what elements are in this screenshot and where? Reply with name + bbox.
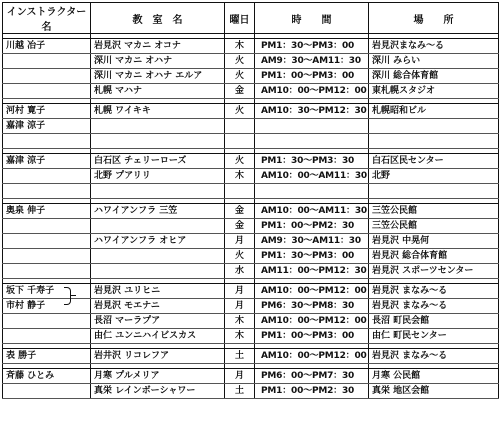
place-cell: 北野: [369, 169, 499, 184]
class-name-cell: 札幌 ワイキキ: [91, 104, 225, 119]
header-row: [3, 3, 499, 34]
day-cell: [225, 184, 255, 199]
instructor-cell: 嘉津 涼子: [3, 119, 91, 134]
instructor-cell: 斉藤 ひとみ: [3, 369, 91, 384]
schedule-row: [3, 349, 499, 364]
place-cell: 岩見沢 まなみ～る: [369, 299, 499, 314]
day-cell: 水: [225, 264, 255, 279]
schedule-row: [3, 84, 499, 99]
class-name-cell: 深川 マカニ オハナ エルア: [91, 69, 225, 84]
time-cell: PM6：30～PM8：30: [255, 299, 369, 314]
place-cell: 深川 みらい: [369, 54, 499, 69]
day-cell: 火: [225, 154, 255, 169]
instructor-cell: [3, 134, 91, 149]
time-cell: PM1：00～PM2：30: [255, 384, 369, 399]
day-cell: 火: [225, 69, 255, 84]
instructor-cell: [3, 249, 91, 264]
day-cell: [225, 134, 255, 149]
place-cell: 岩見沢 まなみ～る: [369, 284, 499, 299]
place-cell: 岩見沢 総合体育館: [369, 249, 499, 264]
schedule-row: [3, 234, 499, 249]
instructor-cell: 嘉津 涼子: [3, 154, 91, 169]
class-name-cell: [91, 249, 225, 264]
instructor-cell: 河村 寛子: [3, 104, 91, 119]
place-cell: 岩見沢まなみ～る: [369, 39, 499, 54]
class-name-cell: [91, 219, 225, 234]
time-cell: AM10：00～AM11：30: [255, 169, 369, 184]
schedule-row: [3, 134, 499, 149]
schedule-row: [3, 169, 499, 184]
schedule-row: [3, 119, 499, 134]
time-cell: AM10：00～PM12：00: [255, 84, 369, 99]
time-cell: PM1：30～PM3：30: [255, 154, 369, 169]
place-cell: 深川 総合体育館: [369, 69, 499, 84]
day-cell: 木: [225, 169, 255, 184]
schedule-row: [3, 314, 499, 329]
instructor-cell: [3, 69, 91, 84]
class-name-cell: 由仁 ユンニハイビスカス: [91, 329, 225, 344]
class-name-cell: 岩見沢 マカニ オコナ: [91, 39, 225, 54]
schedule-row: [3, 384, 499, 399]
day-cell: 金: [225, 204, 255, 219]
day-cell: 月: [225, 284, 255, 299]
time-cell: PM1：00～PM3：00: [255, 69, 369, 84]
class-name-cell: 岩見沢 モエナニ: [91, 299, 225, 314]
day-cell: 木: [225, 39, 255, 54]
time-cell: AM10：00～AM11：30: [255, 204, 369, 219]
day-cell: 火: [225, 54, 255, 69]
instructor-cell: 川越 冶子: [3, 39, 91, 54]
time-cell: PM1：30～PM3：00: [255, 249, 369, 264]
header-day: 曜日: [225, 3, 255, 34]
day-cell: 木: [225, 314, 255, 329]
place-cell: 月寒 公民館: [369, 369, 499, 384]
day-cell: 木: [225, 329, 255, 344]
instructor-cell: [3, 314, 91, 329]
instructor-cell: 表 勝子: [3, 349, 91, 364]
class-name-cell: 真栄 レインボーシャワー: [91, 384, 225, 399]
instructor-cell: 奥泉 伸子: [3, 204, 91, 219]
header-place: 場 所: [369, 3, 499, 34]
place-cell: [369, 134, 499, 149]
class-name-cell: 札幌 マハナ: [91, 84, 225, 99]
instructor-cell: [3, 264, 91, 279]
time-cell: PM1：00～PM2：30: [255, 219, 369, 234]
day-cell: [225, 119, 255, 134]
class-name-cell: ハワイアンフラ オヒア: [91, 234, 225, 249]
schedule-row: [3, 104, 499, 119]
time-cell: [255, 119, 369, 134]
day-cell: 金: [225, 219, 255, 234]
day-cell: 火: [225, 104, 255, 119]
instructor-cell: [3, 384, 91, 399]
schedule-row: [3, 39, 499, 54]
day-cell: 月: [225, 299, 255, 314]
instructor-cell: [3, 84, 91, 99]
instructor-cell: [3, 219, 91, 234]
time-cell: AM9：30～AM11：30: [255, 234, 369, 249]
class-name-cell: 岩見沢 ユリヒニ: [91, 284, 225, 299]
class-name-cell: ハワイアンフラ 三笠: [91, 204, 225, 219]
instructor-cell: [3, 54, 91, 69]
time-cell: AM11：00～PM12：30: [255, 264, 369, 279]
schedule-row: [3, 219, 499, 234]
time-cell: PM1：30～PM3：00: [255, 39, 369, 54]
schedule-row: [3, 184, 499, 199]
schedule-row: [3, 69, 499, 84]
schedule-row: [3, 299, 499, 314]
schedule-row: [3, 369, 499, 384]
time-cell: AM10：00～PM12：00: [255, 349, 369, 364]
day-cell: 土: [225, 349, 255, 364]
schedule-sheet: [2, 2, 498, 399]
class-name-cell: 月寒 プルメリア: [91, 369, 225, 384]
time-cell: AM10：00～PM12：00: [255, 314, 369, 329]
class-name-cell: [91, 184, 225, 199]
time-cell: [255, 134, 369, 149]
shared-class-brace: [64, 287, 71, 305]
place-cell: 由仁 町民センター: [369, 329, 499, 344]
schedule-row: [3, 329, 499, 344]
schedule-row: [3, 154, 499, 169]
schedule-row: [3, 284, 499, 299]
header-class: 教 室 名: [91, 3, 225, 34]
instructor-cell: [3, 184, 91, 199]
place-cell: 東札幌スタジオ: [369, 84, 499, 99]
class-name-cell: [91, 119, 225, 134]
place-cell: 札幌昭和ビル: [369, 104, 499, 119]
class-name-cell: 長沼 マーラプア: [91, 314, 225, 329]
instructor-cell: [3, 234, 91, 249]
place-cell: 岩見沢 スポーツセンター: [369, 264, 499, 279]
class-name-cell: 白石区 チェリーローズ: [91, 154, 225, 169]
place-cell: 長沼 町民会館: [369, 314, 499, 329]
day-cell: 火: [225, 249, 255, 264]
instructor-cell: [3, 169, 91, 184]
schedule-row: [3, 204, 499, 219]
place-cell: 白石区民センター: [369, 154, 499, 169]
class-name-cell: 深川 マカニ オハナ: [91, 54, 225, 69]
place-cell: 真栄 地区会館: [369, 384, 499, 399]
class-name-cell: [91, 264, 225, 279]
schedule-row: [3, 54, 499, 69]
header-time: 時 間: [255, 3, 369, 34]
time-cell: AM9：30～AM11：30: [255, 54, 369, 69]
time-cell: AM10：00～PM12：00: [255, 284, 369, 299]
instructor-cell: [3, 329, 91, 344]
instructor-cell: 坂下 千寿子: [3, 284, 91, 299]
instructor-cell: 市村 静子: [3, 299, 91, 314]
day-cell: 月: [225, 369, 255, 384]
place-cell: 三笠公民館: [369, 204, 499, 219]
schedule-table: [2, 2, 499, 399]
day-cell: 月: [225, 234, 255, 249]
place-cell: 岩見沢 まなみ～る: [369, 349, 499, 364]
place-cell: 三笠公民館: [369, 219, 499, 234]
class-name-cell: [91, 134, 225, 149]
class-name-cell: 岩井沢 リコレフア: [91, 349, 225, 364]
header-instructor: インストラクター名: [3, 3, 91, 34]
schedule-body: [3, 34, 499, 399]
place-cell: 岩見沢 中晃何: [369, 234, 499, 249]
day-cell: 金: [225, 84, 255, 99]
time-cell: [255, 184, 369, 199]
time-cell: AM10：30～PM12：30: [255, 104, 369, 119]
class-name-cell: 北野 プアリリ: [91, 169, 225, 184]
schedule-row: [3, 249, 499, 264]
day-cell: 土: [225, 384, 255, 399]
place-cell: [369, 184, 499, 199]
schedule-row: [3, 264, 499, 279]
time-cell: PM6：00～PM7：30: [255, 369, 369, 384]
time-cell: PM1：00～PM3：00: [255, 329, 369, 344]
place-cell: [369, 119, 499, 134]
